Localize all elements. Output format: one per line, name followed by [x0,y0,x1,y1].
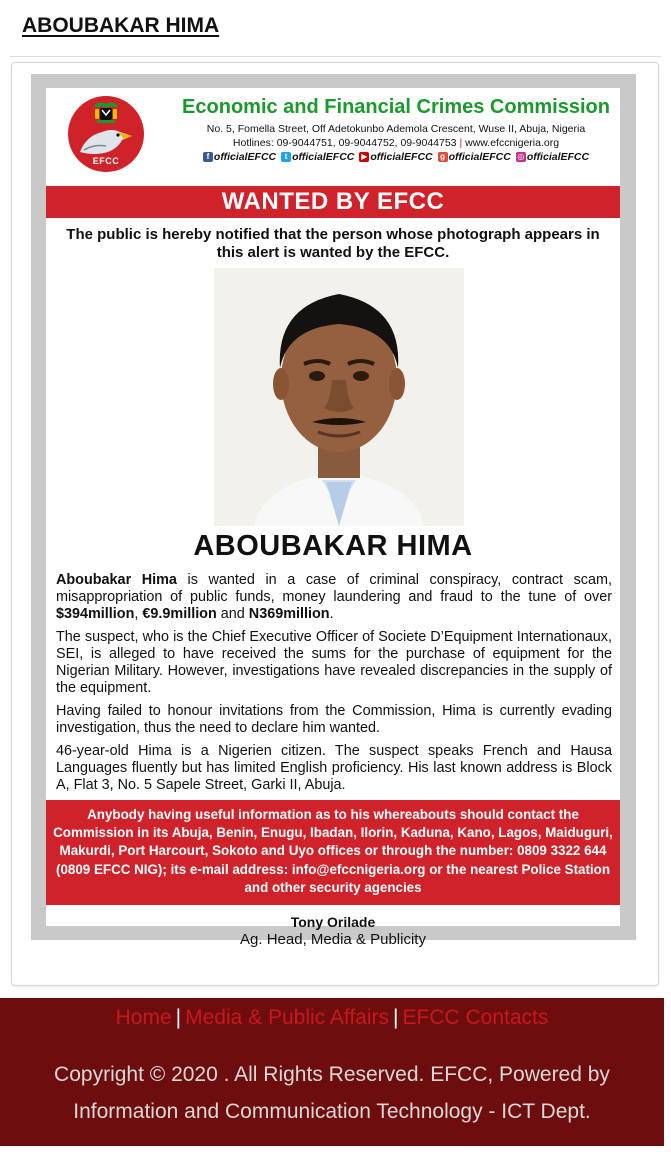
bio-paragraph-profile: 46-year-old Hima is a Nigerien citizen. The suspect speaks French and Hausa Languages fluently but has limited English proficiency. His last known address is Block A, Flat 3, No. 5 Sapele Street, Garki II, Abuja. [56,743,612,793]
social-label: officialEFCC [213,151,277,163]
social-googleplus [438,151,511,163]
title-divider [10,56,661,57]
eagle-icon [78,122,134,158]
social-instagram [516,151,589,163]
instagram-icon: ◎ [517,152,525,161]
contact-notice: Anybody having useful information as to his whereabouts should contact the Commission in its Abuja, Benin, Enugu, Ibadan, Ilorin, Kaduna, Kano, Lagos, Maiduguri, Makurdi, Port Harcourt, Sokoto and Uyo offices or through the number: 0809 3322 644 (0809 EFCC NIG); its e-mail address: info@efccnigeria.org or the nearest Police Station and other security agencies [46,800,620,905]
separator: | [459,137,463,149]
social-label: officialEFCC [292,151,355,163]
site-footer [0,998,664,1146]
nav-separator: | [393,1006,399,1029]
social-label: officialEFCC [526,151,590,163]
social-label: officialEFCC [370,151,433,163]
social-youtube [359,151,432,163]
twitter-icon: t [281,152,291,162]
suspect-details [56,572,612,800]
social-label: officialEFCC [448,151,511,163]
footer-link-media[interactable]: Media & Public Affairs [185,1006,390,1029]
bio-separator: and [216,606,249,622]
signatory-name: Tony Orilade [290,914,376,930]
bio-name: Aboubakar Hima [56,572,177,588]
wanted-poster [31,74,636,948]
suspect-photo [214,268,464,526]
org-name: Economic and Financial Crimes Commission [182,96,610,118]
wanted-banner: WANTED BY EFCC [46,186,620,218]
org-address: No. 5, Fomella Street, Off Adetokunbo Ademola Crescent, Wuse II, Abuja, Nigeria [206,123,586,135]
bio-text: is wanted in a case of criminal conspiracy, contract scam, misappropriation of public funds, money laundering and fraud to the tune of over [56,572,612,605]
copyright-text: Copyright © 2020 . All Rights Reserved. EFCC, Powered by Information and Communication Technology - ICT Dept. [54,1063,610,1123]
facebook-icon: f [203,152,213,162]
social-handles [166,151,626,163]
poster-content [46,88,620,948]
bio-end: . [329,606,334,622]
social-facebook [203,151,276,163]
footer-link-contacts[interactable]: EFCC Contacts [402,1006,549,1029]
googleplus-icon: g [438,152,448,162]
amount-ngn: N369million [248,606,330,622]
hotlines-text: Hotlines: 09-9044751, 09-9044752, 09-9044753 [232,137,457,149]
logo-text: EFCC [92,156,120,166]
bio-paragraph-evasion: Having failed to honour invitations from the Commission, Hima is currently evading investigation, thus the need to declare him wanted. [56,703,612,736]
suspect-name: ABOUBAKAR HIMA [193,530,473,562]
public-notice: The public is hereby notified that the person whose photograph appears in this alert is wanted by the EFCC. [66,226,600,261]
org-hotlines [166,137,626,149]
bio-paragraph-charges [56,572,612,623]
footer-link-home[interactable]: Home [115,1006,172,1029]
footer-nav [0,1006,664,1030]
page-title: ABOUBAKAR HIMA [22,14,220,37]
amount-eur: €9.9million [142,606,217,622]
social-twitter [281,151,354,163]
website-text: www.efccnigeria.org [465,137,560,149]
efcc-logo [68,96,144,172]
amount-usd: $394million [56,606,135,622]
signatory-role: Ag. Head, Media & Publicity [240,931,426,948]
bio-paragraph-role: The suspect, who is the Chief Executive Officer of Societe D’Equipment Internationaux, SEI, is alleged to have received the sums for the purchase of equipment for the Nigerian Military. However, investigations have revealed discrepancies in the supply of the equipment. [56,629,612,696]
nav-separator: | [175,1006,182,1029]
youtube-icon: ▶ [361,152,368,161]
bio-separator: , [134,606,143,622]
